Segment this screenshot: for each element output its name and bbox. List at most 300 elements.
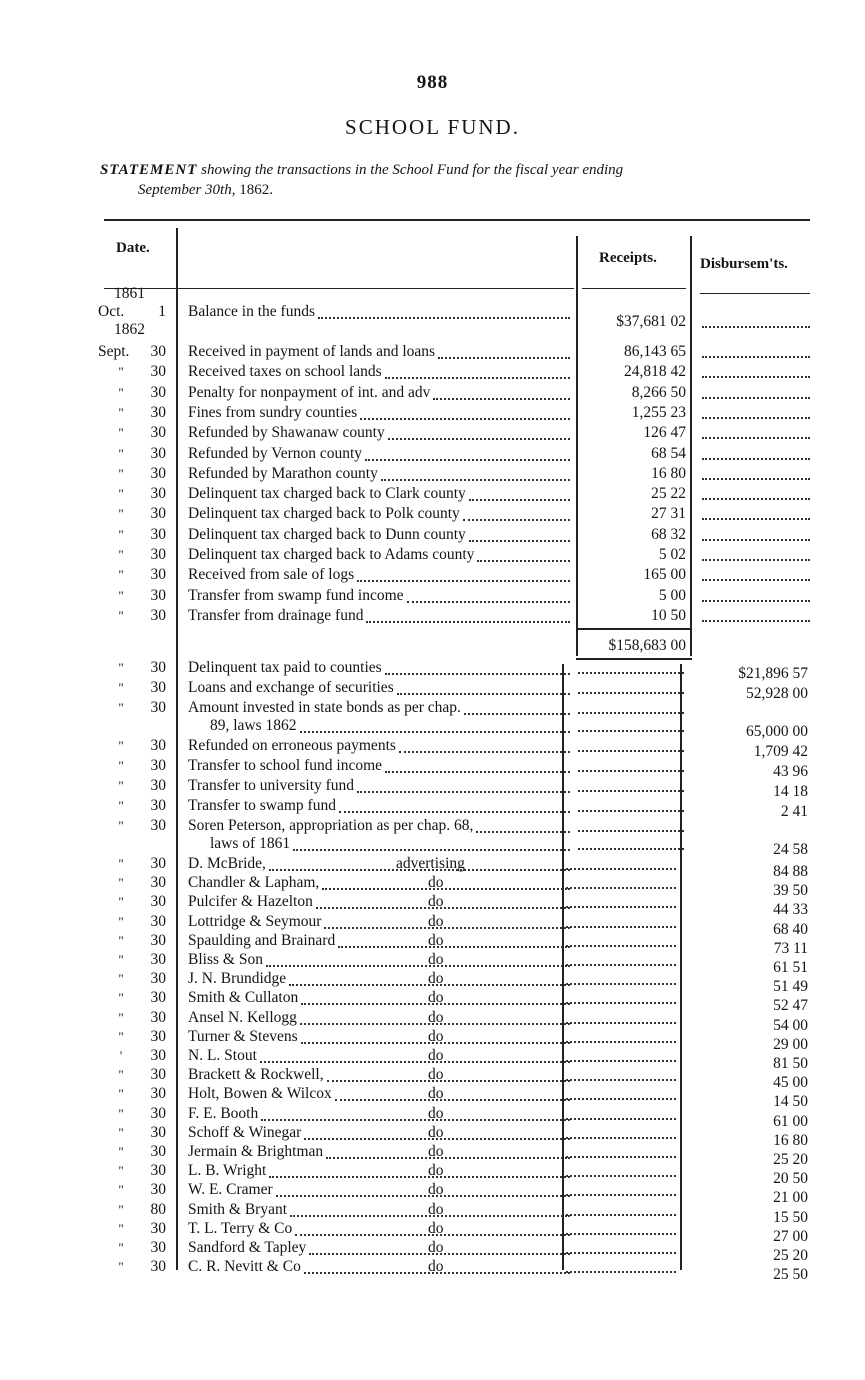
printer-name: Bliss & Son — [188, 951, 263, 968]
dot-leader — [324, 927, 570, 929]
day: 30 — [150, 1143, 166, 1160]
disbursement-blank — [702, 458, 810, 460]
printer-row — [0, 912, 865, 938]
statement-heading — [100, 160, 820, 200]
day: 30 — [150, 874, 166, 892]
day: 30 — [150, 525, 166, 543]
ditto-label: do — [428, 1027, 444, 1045]
receipt-blank — [566, 1137, 676, 1139]
receipts-header: Receipts. — [599, 250, 657, 266]
receipt-row — [0, 484, 865, 504]
receipt-amount: $37,681 02 — [616, 313, 686, 330]
receipt-blank — [566, 1060, 676, 1062]
year-label: 1861 — [114, 285, 145, 302]
description: Delinquent tax charged back to Polk county — [188, 505, 460, 523]
description: Delinquent tax paid to counties — [188, 659, 382, 676]
receipt-blank — [566, 926, 676, 928]
receipt-blank — [566, 1175, 676, 1177]
printer-name: L. B. Wright — [188, 1162, 267, 1180]
description: Received in payment of lands and loans — [188, 343, 436, 360]
dot-leader — [316, 907, 570, 909]
receipt-row — [0, 342, 865, 362]
ditto-mark: " — [118, 875, 124, 891]
receipt-blank — [566, 1041, 676, 1043]
ditto-mark: " — [118, 1163, 124, 1179]
ditto-label: do — [428, 1162, 444, 1180]
description: Amount invested in state bonds as per chap. — [188, 699, 461, 716]
ditto-mark: " — [118, 404, 124, 420]
dot-leader — [261, 1119, 570, 1121]
printer-name: Smith & Cullaton — [188, 989, 299, 1007]
description-cont: 89, laws 1862 — [210, 717, 297, 734]
receipt-blank — [578, 830, 684, 832]
receipt-amount: 5 02 — [658, 546, 686, 563]
dot-leader — [266, 965, 570, 967]
receipt-blank — [578, 730, 684, 732]
ditto-label: do — [428, 1200, 444, 1218]
ditto-mark: " — [118, 506, 124, 522]
disbursement-blank — [702, 356, 810, 358]
description: Delinquent tax charged back to Clark county — [188, 485, 466, 503]
receipt-blank — [566, 945, 676, 947]
ditto-mark: " — [118, 445, 124, 461]
day: 30 — [150, 699, 166, 716]
disbursement-amount: 54 00 — [773, 1016, 808, 1034]
month: Oct. — [98, 303, 125, 320]
printer-name: Sandford & Tapley — [188, 1239, 307, 1256]
day: 30 — [150, 505, 166, 523]
receipt-amount: 126 47 — [643, 424, 686, 442]
printer-name: Jermain & Brightman — [188, 1143, 324, 1160]
receipt-blank — [566, 1252, 676, 1254]
printer-row — [0, 1257, 865, 1284]
ditto-label: do — [428, 1123, 444, 1141]
dot-leader — [269, 1176, 570, 1178]
receipt-amount: 16 80 — [651, 464, 686, 482]
printer-row — [0, 1104, 865, 1130]
receipt-blank — [566, 1233, 676, 1235]
ditto-mark: " — [118, 680, 124, 695]
dot-leader — [388, 438, 570, 440]
receipt-blank — [566, 887, 676, 889]
disbursement-row — [0, 678, 865, 702]
disbursement-row-cont — [0, 716, 865, 736]
ditto-mark: " — [118, 1067, 124, 1083]
ditto-mark: " — [118, 607, 124, 623]
day: 30 — [150, 679, 166, 696]
ditto-mark: " — [118, 700, 124, 715]
dot-leader — [339, 811, 570, 813]
disbursement-amount: 45 00 — [773, 1074, 808, 1092]
description: Penalty for nonpayment of int. and adv — [188, 383, 431, 401]
table-top-rule — [104, 219, 810, 221]
printer-name: T. L. Terry & Co — [188, 1219, 293, 1237]
ditto-mark: " — [118, 587, 124, 603]
day: 30 — [150, 363, 166, 381]
printer-name: Pulcifer & Hazelton — [188, 893, 313, 911]
receipt-amount: 68 54 — [651, 444, 686, 462]
receipts-total-row — [0, 636, 865, 656]
disbursement-blank — [702, 437, 810, 439]
page-number: 988 — [416, 72, 449, 93]
dot-leader — [365, 459, 570, 461]
dot-leader — [464, 713, 570, 715]
ditto-label: do — [428, 1008, 444, 1026]
receipt-amount: 5 00 — [658, 586, 686, 604]
day: 30 — [150, 1085, 166, 1103]
description: Soren Peterson, appropriation as per chap. 68, — [188, 817, 474, 834]
printer-row — [0, 1238, 865, 1264]
dot-leader — [309, 1253, 570, 1255]
ditto-mark: " — [118, 1086, 124, 1102]
ditto-label: do — [428, 1104, 444, 1122]
ditto-label: do — [428, 1066, 444, 1084]
receipt-blank — [566, 983, 676, 985]
day: 30 — [150, 989, 166, 1007]
ditto-mark: ' — [119, 1048, 123, 1063]
disbursement-row — [0, 776, 865, 800]
receipt-amount: 1,255 23 — [631, 403, 686, 421]
year-1862 — [0, 320, 865, 340]
dot-leader — [300, 1023, 570, 1025]
ditto-label: do — [428, 1181, 444, 1199]
ditto-mark: " — [118, 913, 124, 929]
disbursement-row — [0, 796, 865, 820]
dot-leader — [301, 1003, 570, 1005]
description: Loans and exchange of securities — [188, 679, 394, 696]
ditto-label: do — [428, 1143, 444, 1160]
day: 1 — [158, 303, 166, 320]
ditto-label: do — [428, 989, 444, 1007]
receipts-total: $158,683 00 — [608, 637, 686, 654]
printer-row — [0, 931, 865, 957]
receipt-blank — [578, 770, 684, 772]
printer-row — [0, 1046, 865, 1072]
ditto-mark: " — [118, 758, 124, 773]
ditto-mark: " — [118, 1124, 124, 1140]
disbursement-blank — [702, 539, 810, 541]
receipt-amount: 68 32 — [651, 525, 686, 543]
receipt-amount: 86,143 65 — [624, 343, 686, 360]
dot-leader — [357, 580, 570, 582]
statement-text: showing the transactions in the School Fund for the fiscal year ending — [201, 162, 624, 178]
printer-row — [0, 988, 865, 1015]
printer-row — [0, 1008, 865, 1034]
day: 30 — [150, 893, 166, 911]
disbursement-blank — [702, 326, 810, 328]
ditto-mark: " — [118, 856, 124, 871]
printer-row — [0, 950, 865, 976]
disbursement-row — [0, 756, 865, 780]
disbursement-blank — [702, 600, 810, 602]
description: Refunded on erroneous payments — [188, 737, 396, 754]
receipts-total-top-rule — [576, 628, 692, 630]
receipt-blank — [578, 712, 684, 714]
printer-name: J. N. Brundidge — [188, 970, 287, 988]
printer-name: W. E. Cramer — [188, 1181, 273, 1199]
description: Transfer to swamp fund — [188, 797, 336, 814]
disbursements-header: Disbursem'ts. — [700, 256, 788, 272]
dot-leader — [469, 499, 570, 501]
receipt-blank — [578, 790, 684, 792]
disbursement-amount: 65,000 00 — [746, 723, 808, 740]
printer-name: Schoff & Winegar — [188, 1123, 302, 1141]
printer-name: Chandler & Lapham, — [188, 874, 320, 892]
ditto-label: do — [428, 970, 444, 988]
ditto-mark: " — [118, 1201, 124, 1217]
receipt-blank — [578, 692, 684, 694]
day: 30 — [150, 485, 166, 503]
day: 30 — [150, 912, 166, 930]
receipt-blank — [578, 750, 684, 752]
receipt-row — [0, 383, 865, 403]
advertising-label: advertising — [396, 855, 465, 872]
disbursement-amount: 24 58 — [773, 841, 808, 858]
dot-leader — [304, 1272, 570, 1274]
receipt-blank — [578, 810, 684, 812]
printer-name: Brackett & Rockwell, — [188, 1066, 324, 1084]
disbursement-blank — [702, 620, 810, 622]
ditto-mark: " — [118, 1028, 124, 1044]
receipt-blank — [566, 1002, 676, 1004]
receipt-blank — [566, 1156, 676, 1158]
disbursement-amount: 14 50 — [773, 1093, 808, 1111]
receipt-blank — [566, 1079, 676, 1081]
disbursement-amount: 68 40 — [773, 920, 808, 938]
printer-row — [0, 873, 865, 900]
ditto-label: do — [428, 1219, 444, 1237]
printer-row — [0, 1180, 865, 1207]
printer-name: N. L. Stout — [188, 1047, 257, 1064]
ditto-mark: " — [118, 567, 124, 583]
ditto-mark: " — [118, 547, 124, 562]
day: 30 — [150, 970, 166, 988]
description-cont: laws of 1861 — [210, 835, 291, 852]
day: 30 — [150, 1258, 166, 1276]
dot-leader — [477, 560, 570, 562]
disbursement-row-cont — [0, 834, 865, 854]
ditto-mark: " — [118, 660, 124, 675]
day: 30 — [150, 855, 166, 872]
disbursement-amount: 14 18 — [773, 783, 808, 800]
disbursement-amount: 52,928 00 — [746, 685, 808, 702]
ditto-mark: " — [118, 1220, 124, 1236]
day: 30 — [150, 403, 166, 421]
receipt-blank — [566, 1098, 676, 1100]
day: 30 — [150, 951, 166, 968]
dot-leader — [300, 731, 570, 733]
disbursement-amount: 81 50 — [773, 1055, 808, 1072]
day: 30 — [150, 1066, 166, 1084]
month: Sept. — [98, 343, 130, 360]
receipt-blank — [566, 1022, 676, 1024]
printer-name: Turner & Stevens — [188, 1027, 298, 1045]
day: 30 — [150, 1181, 166, 1199]
receipt-row — [0, 606, 865, 626]
disbursement-blank — [702, 518, 810, 520]
ditto-label: do — [428, 893, 444, 911]
disbursement-blank — [702, 579, 810, 581]
dot-leader — [357, 791, 570, 793]
description: Transfer from drainage fund — [188, 606, 364, 624]
disbursement-amount: 25 20 — [773, 1151, 808, 1168]
dot-leader — [360, 418, 570, 420]
disbursement-amount: 2 41 — [780, 803, 808, 820]
dot-leader — [399, 751, 570, 753]
ditto-mark: " — [118, 1259, 124, 1275]
disbursement-amount: $21,896 57 — [738, 665, 808, 682]
description: Refunded by Vernon county — [188, 444, 363, 462]
printer-row — [0, 1027, 865, 1053]
description: Delinquent tax charged back to Adams county — [188, 546, 475, 563]
dot-leader — [318, 317, 570, 319]
receipt-amount: 10 50 — [651, 606, 686, 624]
ditto-mark: " — [118, 1182, 124, 1198]
day: 30 — [150, 546, 166, 563]
dot-leader — [327, 1080, 570, 1082]
disbursement-row — [0, 658, 865, 682]
ditto-mark: " — [118, 465, 124, 481]
disbursement-amount: 1,709 42 — [753, 743, 808, 760]
day: 30 — [150, 464, 166, 482]
printer-row — [0, 1065, 865, 1092]
receipt-blank — [566, 1194, 676, 1196]
receipt-blank — [578, 672, 684, 674]
receipt-blank — [566, 964, 676, 966]
receipt-amount: 24,818 42 — [624, 363, 686, 381]
ditto-mark: " — [118, 1105, 124, 1121]
receipt-blank — [578, 848, 684, 850]
ditto-label: do — [428, 1258, 444, 1276]
printer-row — [0, 892, 865, 919]
ditto-mark: " — [118, 1240, 124, 1255]
dot-leader — [326, 1157, 570, 1159]
dot-leader — [289, 984, 570, 986]
dot-leader — [397, 693, 570, 695]
dot-leader — [276, 1195, 570, 1197]
receipt-amount: 165 00 — [643, 566, 686, 584]
day: 30 — [150, 757, 166, 774]
printer-row — [0, 854, 865, 880]
dot-leader — [304, 1138, 570, 1140]
ditto-mark: " — [118, 425, 124, 441]
receipt-row — [0, 362, 865, 382]
ditto-mark: " — [118, 894, 124, 910]
disbursement-blank — [702, 498, 810, 500]
dot-leader — [476, 831, 570, 833]
receipt-row — [0, 545, 865, 565]
day: 30 — [150, 1027, 166, 1045]
description: Transfer from swamp fund income — [188, 586, 404, 604]
receipt-amount: 25 22 — [651, 485, 686, 503]
dot-leader — [335, 1099, 570, 1101]
receipt-row — [0, 423, 865, 443]
ditto-mark: " — [118, 384, 124, 400]
day: 30 — [150, 383, 166, 401]
disbursement-blank — [702, 376, 810, 378]
date-header: Date. — [116, 240, 150, 256]
dot-leader — [385, 673, 570, 675]
receipt-blank — [566, 906, 676, 908]
description: Received taxes on school lands — [188, 363, 382, 381]
day: 30 — [150, 1162, 166, 1180]
ditto-label: do — [428, 1239, 444, 1256]
ditto-mark: " — [118, 990, 124, 1006]
day: 30 — [150, 1123, 166, 1141]
disbursement-amount: 73 11 — [773, 939, 808, 957]
description: Received from sale of logs — [188, 566, 355, 584]
ditto-mark: " — [118, 526, 124, 542]
dot-leader — [385, 377, 570, 379]
ditto-mark: " — [118, 818, 124, 833]
printer-row — [0, 1084, 865, 1111]
printer-name: Spaulding and Brainard — [188, 931, 336, 949]
day: 30 — [150, 444, 166, 462]
description: Fines from sundry counties — [188, 403, 358, 421]
dot-leader — [469, 540, 570, 542]
ditto-mark: " — [118, 364, 124, 380]
printer-name: Smith & Bryant — [188, 1200, 288, 1218]
ditto-mark: " — [118, 486, 124, 502]
ditto-mark: " — [118, 1009, 124, 1025]
description: Transfer to university fund — [188, 777, 355, 794]
ditto-mark: " — [118, 952, 124, 967]
dot-leader — [381, 479, 570, 481]
receipt-row — [0, 464, 865, 484]
ditto-mark: " — [118, 1144, 124, 1159]
day: 30 — [150, 659, 166, 676]
disbursement-blank — [702, 417, 810, 419]
printer-row — [0, 1142, 865, 1168]
receipt-blank — [566, 1118, 676, 1120]
receipt-blank — [566, 1271, 676, 1273]
printer-name: Holt, Bowen & Wilcox — [188, 1085, 332, 1103]
dot-leader — [290, 1215, 570, 1217]
description: Refunded by Shawanaw county — [188, 424, 385, 442]
dot-leader — [295, 1234, 570, 1236]
disbursement-amount: 25 20 — [773, 1247, 808, 1264]
ditto-label: do — [428, 1085, 444, 1103]
day: 80 — [150, 1200, 166, 1218]
day: 30 — [150, 931, 166, 949]
dot-leader — [322, 888, 570, 890]
day: 30 — [150, 1239, 166, 1256]
day: 30 — [150, 586, 166, 604]
disbursement-amount: 61 00 — [773, 1112, 808, 1130]
document-title: SCHOOL FUND. — [345, 115, 520, 139]
dot-leader — [269, 869, 570, 871]
description: Delinquent tax charged back to Dunn county — [188, 525, 466, 543]
disbursement-amount: 20 50 — [773, 1170, 808, 1188]
dot-leader — [463, 519, 570, 521]
receipt-row — [0, 444, 865, 464]
printer-name: C. R. Nevitt & Co — [188, 1258, 301, 1276]
day: 30 — [150, 424, 166, 442]
receipt-row — [0, 565, 865, 585]
ditto-label: do — [428, 912, 444, 930]
day: 30 — [150, 343, 166, 360]
ditto-mark: " — [118, 932, 124, 948]
printer-row — [0, 1123, 865, 1149]
disbursement-row — [0, 736, 865, 760]
ditto-mark: " — [118, 738, 124, 753]
printer-name: Lottridge & Seymour — [188, 912, 322, 930]
dot-leader — [301, 1042, 570, 1044]
disbursement-amount: 51 49 — [773, 978, 808, 996]
ditto-mark: " — [118, 798, 124, 813]
year-label: 1862 — [114, 321, 145, 338]
ditto-mark: " — [118, 778, 124, 793]
